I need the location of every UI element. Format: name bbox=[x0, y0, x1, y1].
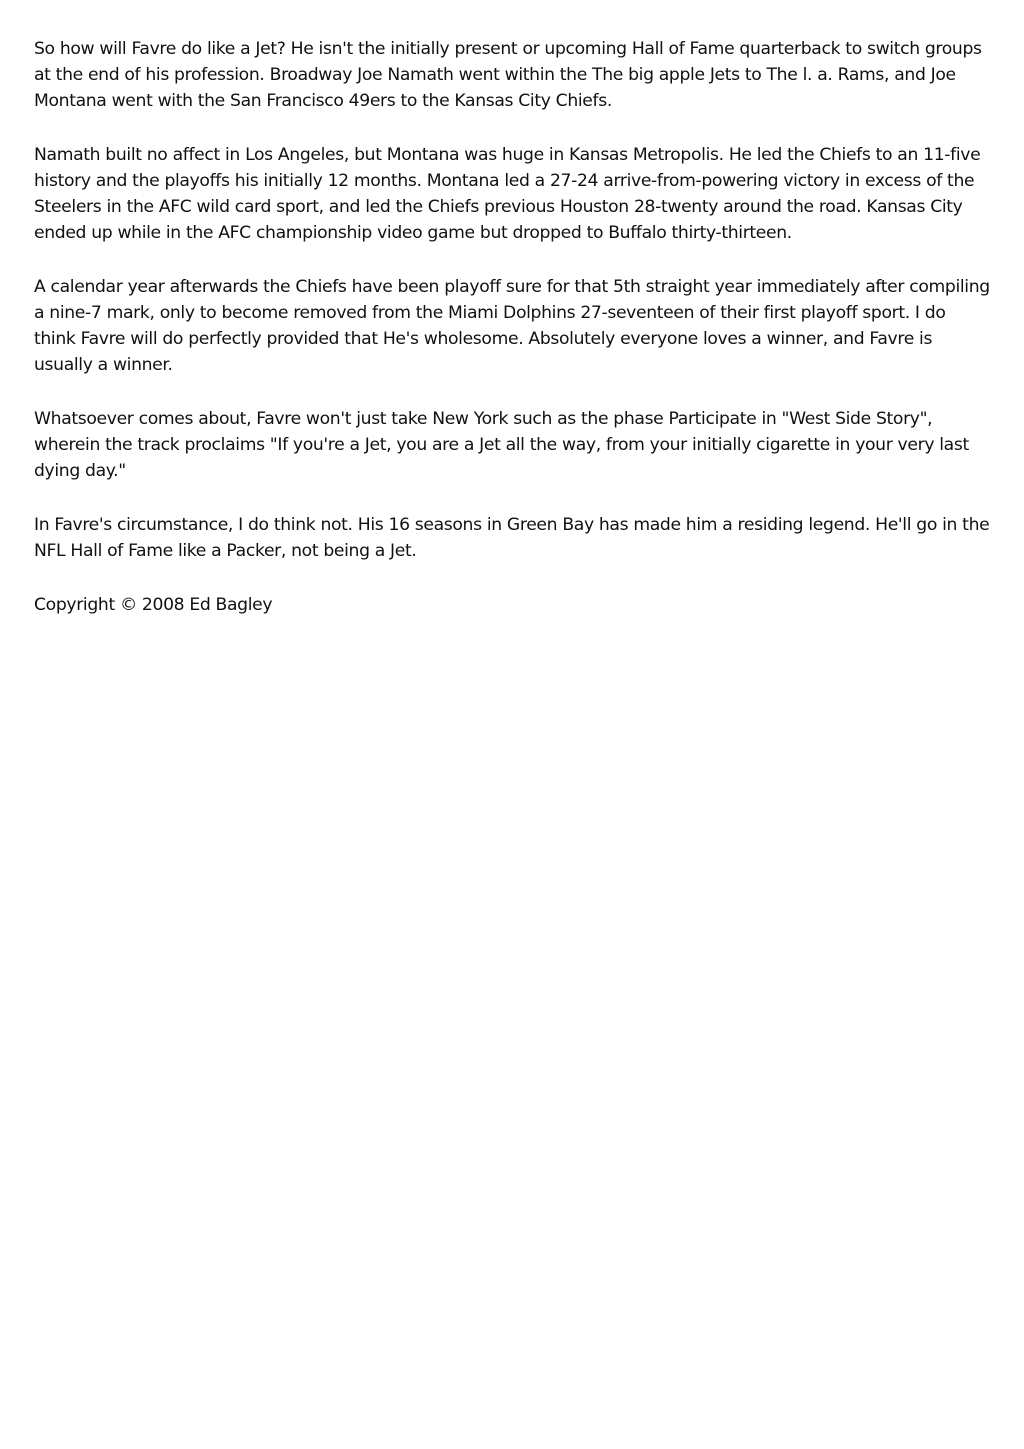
copyright-notice: Copyright © 2008 Ed Bagley bbox=[34, 595, 273, 615]
paragraph-montana-kansas-city: Namath built no affect in Los Angeles, but Montana was huge in Kansas Metropolis. He led the Chiefs to an 11-five history and the playoffs his initially 12 months. Montana led a 27-24 arrive-from-powering victory in excess of the Steelers in the AFC wild card sport, and led the Chiefs previous Houston 28-twenty around the road. Kansas City ended up while in the AFC championship video game but dropped to Buffalo thirty-thirteen. bbox=[34, 145, 981, 243]
paragraph-west-side-story: Whatsoever comes about, Favre won't just take New York such as the phase Participate in "West Side Story", wherein the track proclaims "If you're a Jet, you are a Jet all the way, from your initially cigarette in your very last dying day." bbox=[34, 409, 969, 481]
paragraph-green-bay-legend: In Favre's circumstance, I do think not. His 16 seasons in Green Bay has made him a residing legend. He'll go in the NFL Hall of Fame like a Packer, not being a Jet. bbox=[34, 515, 990, 561]
document-body bbox=[34, 36, 992, 646]
paragraph-chiefs-following-year: A calendar year afterwards the Chiefs have been playoff sure for that 5th straight year immediately after compiling a nine-7 mark, only to become removed from the Miami Dolphins 27-seventeen of their first playoff sport. I do think Favre will do perfectly provided that He's wholesome. Absolutely everyone loves a winner, and Favre is usually a winner. bbox=[34, 277, 990, 375]
paragraph-favre-jet-intro: So how will Favre do like a Jet? He isn't the initially present or upcoming Hall of Fame quarterback to switch groups at the end of his profession. Broadway Joe Namath went within the The big apple Jets to The l. a. Rams, and Joe Montana went with the San Francisco 49ers to the Kansas City Chiefs. bbox=[34, 39, 982, 111]
